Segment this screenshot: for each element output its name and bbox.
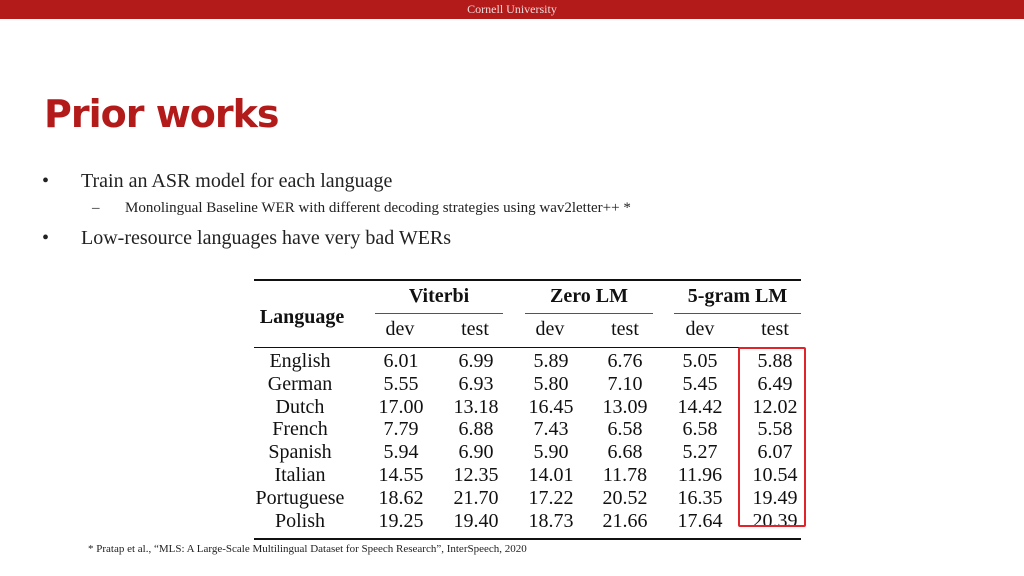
table-cell-language: French	[272, 418, 328, 441]
row-header-language: Language	[259, 306, 345, 328]
table-cell-value: 5.94	[383, 441, 419, 464]
table-cell-language: English	[269, 350, 331, 372]
table-cell-value: 20.52	[602, 486, 648, 509]
subheader-viterbi-dev: dev	[385, 318, 415, 340]
table-cell-value: 7.43	[533, 418, 569, 441]
table-cell-value: 6.01	[383, 350, 419, 372]
top-banner	[0, 0, 1024, 19]
table-cell-value: 17.00	[378, 395, 424, 418]
table-cell-value: 7.79	[383, 418, 419, 441]
table-cell-value: 13.18	[453, 395, 499, 418]
table-cell-value: 16.35	[677, 486, 723, 509]
table-cell-value: 19.49	[752, 486, 798, 509]
bullet-mark: •	[42, 170, 50, 192]
table-cell-value: 5.89	[533, 350, 569, 372]
bullet-text: Low-resource languages have very bad WERs	[81, 227, 452, 249]
sub-bullet-text: Monolingual Baseline WER with different decoding strategies using wav2letter++ *	[125, 200, 631, 216]
wer-table	[254, 279, 801, 541]
highlight-box	[738, 347, 806, 527]
bullet-text: Train an ASR model for each language	[81, 170, 393, 192]
group-rule-5gram	[674, 313, 801, 314]
table-cell-value: 12.02	[752, 395, 798, 418]
table-cell-value: 14.01	[528, 464, 574, 486]
group-header-zero-lm: Zero LM	[550, 285, 628, 307]
table-cell-value: 16.45	[528, 395, 574, 418]
table-cell-value: 5.55	[383, 372, 419, 395]
table-cell-value: 7.10	[607, 372, 643, 395]
table-top-rule	[254, 279, 801, 281]
brand-label: Cornell University	[467, 2, 557, 16]
table-cell-value: 13.09	[602, 395, 648, 418]
table-cell-value: 6.58	[682, 418, 718, 441]
table-cell-value: 5.80	[533, 372, 569, 395]
table-cell-language: Italian	[274, 464, 326, 486]
table-cell-value: 6.90	[458, 441, 494, 464]
group-header-viterbi: Viterbi	[408, 285, 470, 307]
table-cell-value: 17.22	[528, 486, 574, 509]
group-rule-zero-lm	[525, 313, 653, 314]
table-cell-value: 11.78	[602, 464, 648, 486]
table-cell-value: 6.88	[458, 418, 494, 441]
bullet-mark: •	[42, 227, 50, 249]
table-cell-value: 11.96	[677, 464, 723, 486]
table-cell-value: 6.58	[607, 418, 643, 441]
table-cell-language: Dutch	[275, 395, 325, 418]
sub-bullet-mark: –	[92, 200, 100, 216]
table-cell-value: 20.39	[752, 509, 798, 532]
table-cell-value: 5.05	[682, 350, 718, 372]
subheader-zero-lm-test: test	[611, 318, 639, 340]
table-cell-value: 6.07	[757, 441, 793, 464]
table-bottom-rule	[254, 538, 801, 540]
table-cell-value: 6.93	[458, 372, 494, 395]
table-cell-value: 6.99	[458, 350, 494, 372]
table-cell-language: Polish	[274, 509, 326, 532]
table-cell-value: 18.62	[378, 486, 424, 509]
table-cell-value: 19.25	[378, 509, 424, 532]
group-header-5gram: 5-gram LM	[687, 285, 788, 307]
table-cell-value: 21.70	[453, 486, 499, 509]
table-cell-value: 18.73	[528, 509, 574, 532]
slide-title: Prior works	[44, 92, 279, 136]
table-cell-language: Portuguese	[255, 486, 345, 509]
subheader-zero-lm-dev: dev	[535, 318, 565, 340]
table-cell-value: 14.42	[677, 395, 723, 418]
subheader-5gram-dev: dev	[685, 318, 715, 340]
group-rule-viterbi	[375, 313, 503, 314]
footnote: * Pratap et al., “MLS: A Large-Scale Multilingual Dataset for Speech Research”, InterSpeech, 2020	[88, 543, 527, 555]
table-cell-language: German	[267, 372, 333, 395]
table-cell-value: 12.35	[453, 464, 499, 486]
table-cell-value: 14.55	[378, 464, 424, 486]
table-cell-value: 6.68	[607, 441, 643, 464]
table-cell-language: Spanish	[268, 441, 332, 464]
table-cell-value: 6.49	[757, 372, 793, 395]
table-header-rule	[254, 347, 801, 348]
subheader-5gram-test: test	[761, 318, 789, 340]
table-cell-value: 5.27	[682, 441, 718, 464]
table-cell-value: 5.58	[757, 418, 793, 441]
table-cell-value: 5.88	[757, 350, 793, 372]
table-cell-value: 6.76	[607, 350, 643, 372]
table-cell-value: 5.45	[682, 372, 718, 395]
table-cell-value: 17.64	[677, 509, 723, 532]
table-cell-value: 19.40	[453, 509, 499, 532]
table-cell-value: 10.54	[752, 464, 798, 486]
subheader-viterbi-test: test	[461, 318, 489, 340]
table-cell-value: 5.90	[533, 441, 569, 464]
table-cell-value: 21.66	[602, 509, 648, 532]
